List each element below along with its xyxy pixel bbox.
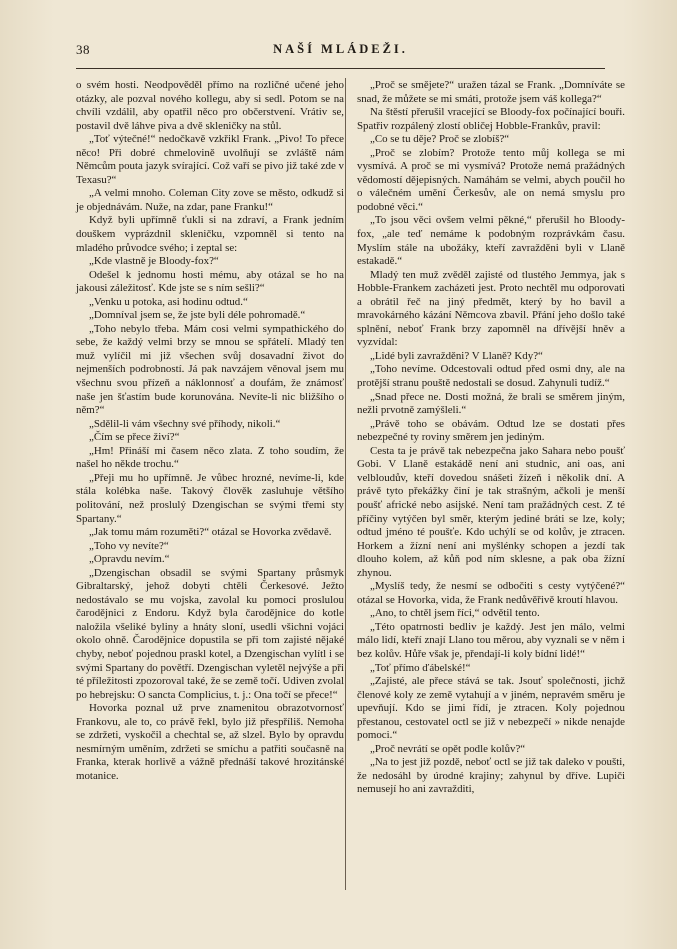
column-divider	[345, 78, 346, 890]
paragraph: „Toho nebylo třeba. Mám cosi velmi sympathického do sebe, že každý velmi brzy se mnou se spřátelí. Mladý ten muž vylíčil mi již všechen svůj dosavadní život do nejmenších podrobností. Já pak navzájem věnoval jsem mu všechnu svou přízeň a náklonnosť a doufám, že známosť naše jen šťastím bude korunována. Nevíte-li nic bližšího o něm?“	[76, 322, 344, 417]
paragraph: „Právě toho se obávám. Odtud lze se dostati přes nebezpečné ty roviny směrem jen jediným.	[357, 417, 625, 444]
paragraph: Cesta ta je právě tak nebezpečna jako Sahara nebo poušť Gobi. V Llaně estakádě není ani studnic, ani oas, ani velbloudův, kteří dovedou snášeti žízeň i několik dní. A právě tyto překážky činí je tak strašným, ačkoli je menší poušť africké nebo asijské. Není tam pražádných cest. Z té příčiny vytýčen byl směr, kterým jediné bráti se lze, koly; odtud jméno té poušťe. Kdo uchýlí se od kolův, je ztracen. Horkem a žízní není ani myšlénky schopen a jezdí tak dlouho kolem, až kůň pod ním sklesne, a pak oba žízní zhynou.	[357, 444, 625, 579]
paragraph: „Zajisté, ale přece stává se tak. Jsouť společnosti, jichž členové koly ze země vytahují a v jiném, nepravém směru je upevňují. Kdo se jimi řídí, je ztracen. Koly pojednou přestanou, cestovatel octl se již v nebezpečí » nikde nenajde pomoci.“	[357, 675, 625, 742]
paragraph: „Proč nevrátí se opět podle kolův?“	[370, 742, 526, 755]
paragraph: Hovorka poznal už prve znamenitou obrazotvornosť Frankovu, ale to, co právě řekl, bylo již přespříliš. Nemoha se zdržeti, vyskočil a chechtal se, až slzel. Bylo by opravdu nesmírným uměním, zdržeti se smíchu a patřiti současně na Franka, kterak horlivě a vážně přednáší takové hrozitánské motanice.	[76, 702, 344, 782]
paragraph: „Hm! Přináší mi časem něco zlata. Z toho soudím, že našel ho někde trochu.“	[76, 444, 344, 471]
running-title: NAŠÍ MLÁDEŽI.	[273, 42, 408, 56]
paragraph: „Této opatrnosti bedliv je každý. Jest jen málo, velmi málo lidí, kteří znají Llano tou měrou, aby vyznali se v něm i bez kolův. Hůře však je, přendají-li koly bídní lidé!“	[357, 620, 625, 660]
page-header	[76, 42, 605, 62]
paragraph: „Snad přece ne. Dosti možná, že brali se směrem jiným, nežli prvotně zamýšleli.“	[357, 390, 625, 417]
paragraph: „Na to jest již pozdě, neboť octl se již tak daleko v poušti, že nedosáhl by úrodné krajiny; zahynul by dříve. Lupiči nemusejí ho ani zavražditi,	[357, 756, 625, 796]
paragraph: „Toho vy nevíte?“	[89, 539, 169, 552]
paragraph: „Proč se smějete?“ uražen tázal se Frank. „Domníváte se snad, že můžete se mi smáti, protože jsem váš kollega?“	[357, 79, 625, 105]
paragraph: „Opravdu nevím.“	[89, 553, 170, 566]
paragraph: o svém hosti. Neodpověděl přímo na rozličné učené jeho otázky, ale pozval nového kollegu, aby si sedl. Potom se na chvíli vzdálil, aby opatřil něco pro občerstvení. Vrátiv se, postavil dvě láhve piva a dvě skleničky na stůl.	[76, 79, 344, 132]
paragraph: Když byli upřímně ťukli si na zdraví, a Frank jedním douškem vyprázdnil skleničku, vzpomněl si tento na mladého průvodce svého; i zeptal se:	[76, 214, 344, 254]
paragraph: „Lidé byli zavražděni? V Llaně? Kdy?“	[370, 349, 543, 362]
paragraph: „Co se tu děje? Proč se zlobíš?“	[370, 133, 510, 146]
paragraph: „Čím se přece živí?“	[89, 431, 180, 444]
right-column	[357, 79, 625, 797]
paragraph: „Toť výtečné!“ nedočkavě vzkřikl Frank. „Pivo! To přece něco! Při dobré chmelovině uvolňují se zvláště nám Němcům pouta jazyk svírající. Což vaří se pivo již také zde v Texasu?“	[76, 133, 344, 186]
paragraph: „Proč se zlobím? Protože tento můj kollega se mi vysmívá. A proč se mi vysmívá? Protože nemá pražádných vědomostí dějepisných. Namáhám se velmi, abych poučil ho o válečném umění Čerkesův, ale on nemá smyslu pro podobné věci.“	[357, 146, 625, 213]
header-rule	[76, 68, 605, 69]
paragraph: „Venku u potoka, asi hodinu odtud.“	[89, 295, 248, 308]
paragraph: „Jak tomu mám rozuměti?“ otázal se Hovorka zvědavě.	[89, 526, 332, 539]
paragraph: „Kde vlastně je Bloody-fox?“	[89, 255, 219, 268]
page-number: 38	[76, 42, 90, 57]
paragraph: „Domníval jsem se, že jste byli déle pohromadě.“	[89, 309, 306, 322]
paragraph: Mladý ten muž zvěděl zajisté od tlustého Jemmya, jak s Hobble-Frankem zacházeti jest. Proto nechtěl mu odporovati a obrátil řeč na jiný předmět, který by ho bavil a mravokárného kázání Němcova zbavil. Přání jeho došlo také splnění, neboť Frank brzy zapomněl na dřívější hněv a vyzvídal:	[357, 268, 625, 349]
paragraph: „Sdělil-li vám všechny své příhody, nikoli.“	[89, 417, 281, 430]
paragraph: „Dzengischan obsadil se svými Spartany průsmyk Gibraltarský, jehož dobyti chtěli Čerkesové. Ježto nedostávalo se mu vojska, zavolal ku pomoci proslulou čarodějnici z Endoru. Když byla čarodějnice do kotle naložila všeliké byliny a hnáty sloní, usedli všichni vojáci okolo ohně. Čarodějnice dopustila se při tom zajisté nějaké chyby, neboť pojednou praskl kotel, a Dzengischan vylítl i se svými Spartany do povětří. Dzengischan vyletěl nejvýše a při té příležitosti zpozoroval také, že se země točí. Udiven zvolal po hebrejsku: O sancta Complicius, t. j.: Ona točí se přece!“	[76, 566, 344, 701]
paragraph: „To jsou věci ovšem velmi pěkné,“ přerušil ho Bloody-fox, „ale teď nemáme k podobným rozprávkám času. Myslím stále na ubožáky, kteří zavražděni byli v Llaně estakadě.“	[357, 214, 625, 268]
paragraph: Na štěstí přerušil vracející se Bloody-fox počínající bouři. Spatřiv rozpálený zlostí obličej Hobble-Frankův, pravil:	[357, 106, 625, 132]
left-column	[76, 79, 344, 783]
paragraph: „A velmi mnoho. Coleman City zove se město, odkudž si je objednávám. Nuže, na zdar, pane Franku!“	[76, 187, 344, 213]
paragraph: Odešel k jednomu hosti mému, aby otázal se ho na jakousi záležitosť. Kde jste se s ním sešli?“	[76, 268, 344, 295]
paragraph: „Přeji mu ho upřímně. Je vůbec hrozné, nevíme-li, kde stála kolébka naše. Takový člověk zasluhuje většího politování, než proslulý Dzengischan se svými třemi sty Spartany.“	[76, 471, 344, 525]
paragraph: „Toť přímo ďábelské!“	[370, 661, 471, 674]
paragraph: „Myslíš tedy, že nesmí se odbočiti s cesty vytýčené?“ otázal se Hovorka, vida, že Frank nedůvěřivě kroutí hlavou.	[357, 580, 625, 606]
paragraph: „Toho nevíme. Odcestovali odtud před osmi dny, ale na protější stranu pouště nedostali se dosud. Zahynuli tudíž.“	[357, 363, 625, 390]
paragraph: „Ano, to chtěl jsem říci,“ odvětil tento.	[370, 607, 540, 620]
